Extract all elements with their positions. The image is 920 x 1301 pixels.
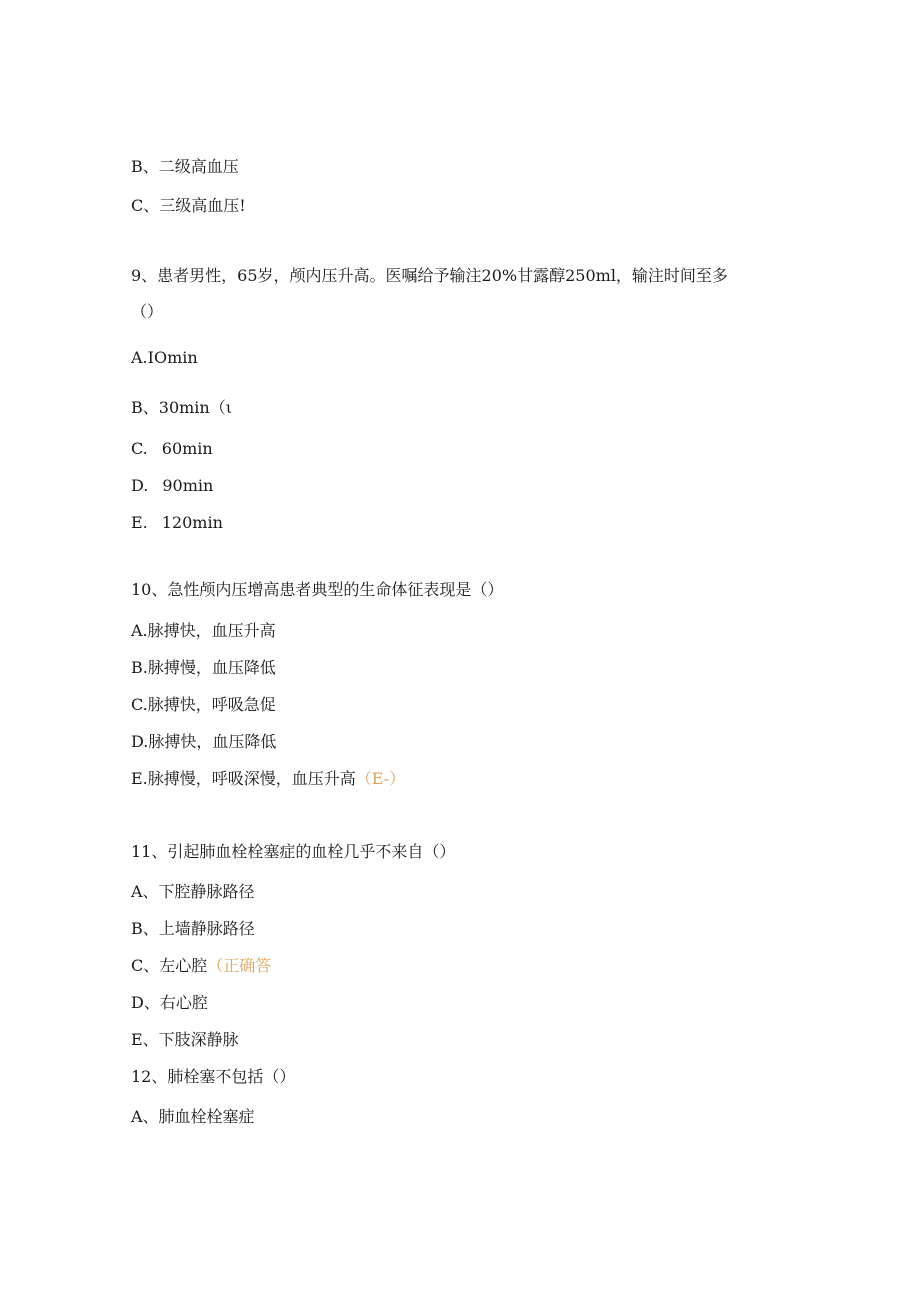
q9-stem-line2: （） — [131, 302, 164, 321]
q8-option-c: C、三级高血压! — [131, 196, 246, 215]
q9-option-c-letter: C. — [131, 439, 148, 458]
q12-option-a: A、肺血栓栓塞症 — [131, 1107, 255, 1126]
q9-option-d-letter: D. — [131, 476, 149, 495]
q12-stem: 12、肺栓塞不包括（） — [131, 1067, 296, 1086]
q10-answer-mark: （E-） — [355, 769, 406, 788]
q11-option-c — [131, 956, 271, 976]
q9-option-d-text: 90min — [162, 476, 214, 495]
q9-option-d — [131, 476, 213, 496]
q10-option-b: B.脉搏慢，血压降低 — [131, 658, 276, 677]
q10-option-e — [131, 769, 405, 789]
q10-option-c: C.脉搏快，呼吸急促 — [131, 695, 276, 714]
q9-option-e-text: 120min — [161, 513, 223, 532]
q10-option-d: D.脉搏快，血压降低 — [131, 732, 277, 751]
q8-option-b: B、二级高血压 — [131, 157, 239, 176]
q10-option-a: A.脉搏快，血压升高 — [131, 621, 276, 640]
q11-option-d: D、右心腔 — [131, 993, 208, 1012]
q9-option-b: B、30min（ι — [131, 398, 232, 417]
q11-option-a: A、下腔静脉路径 — [131, 882, 255, 901]
q9-option-c-text: 60min — [161, 439, 213, 458]
q9-option-c — [131, 439, 213, 459]
q9-option-e — [131, 513, 223, 533]
q11-stem: 11、引起肺血栓栓塞症的血栓几乎不来自（） — [131, 842, 456, 861]
q9-stem-line1: 9、患者男性，65岁，颅内压升高。医嘱给予输注20%甘露醇250ml，输注时间至多 — [131, 266, 728, 285]
q9-option-e-letter: E. — [131, 513, 148, 532]
q11-option-e: E、下肢深静脉 — [131, 1030, 239, 1049]
q9-option-a: A.IOmin — [131, 348, 198, 367]
q11-answer-mark: （正确答 — [207, 956, 272, 975]
q11-option-b: B、上墙静脉路径 — [131, 919, 255, 938]
q10-option-e-text: E.脉搏慢，呼吸深慢，血压升高 — [131, 769, 356, 788]
q11-option-c-text: C、左心腔 — [131, 956, 208, 975]
q10-stem: 10、急性颅内压增高患者典型的生命体征表现是（） — [131, 580, 504, 599]
